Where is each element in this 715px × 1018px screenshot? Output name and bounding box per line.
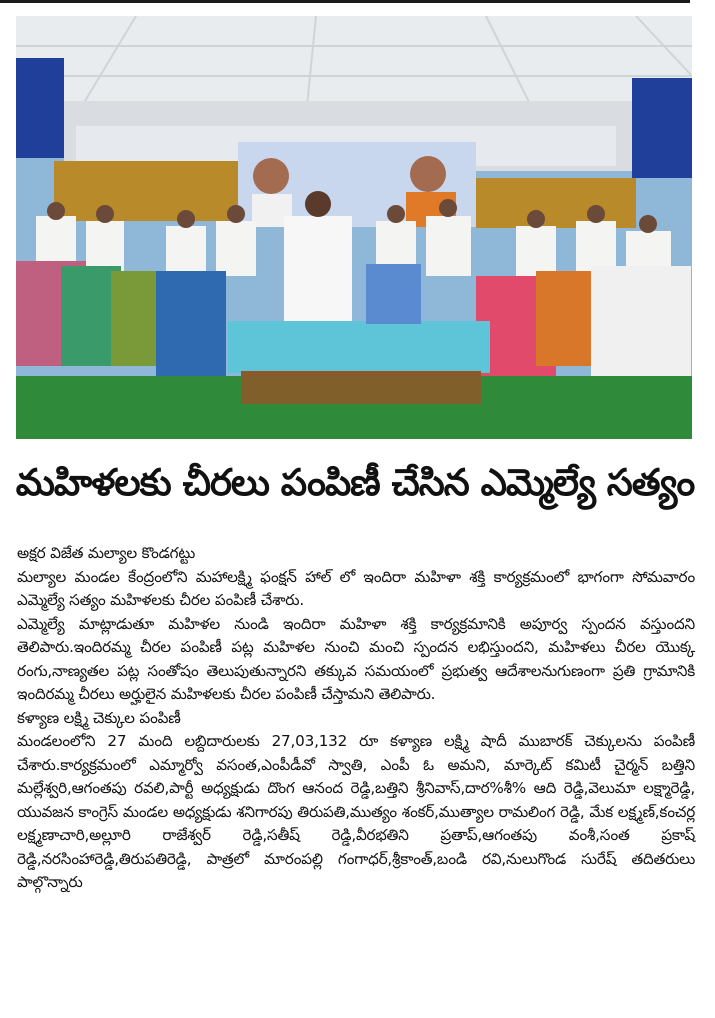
top-rule bbox=[0, 0, 690, 3]
paragraph-3: మండలంలోని 27 మంది లబ్దిదారులకు 27,03,132 రూ కళ్యాణ లక్ష్మి షాదీ ముబారక్ చెక్కులను పంపిణీ చేశారు.కార్యక్రమంలో ఎమ్మార్వో వసంత,ఎంపీడీవో స్వాతి, ఎంపీ ఓ అమని, మార్కెట్ కమిటీ చైర్మన్ బత్తిని మల్లేశ్వరి,ఆగంతపు రవలి,పార్టీ అధ్యక్షుడు దొంగ ఆనంద రెడ్డి,బత్తిని శ్రీనివాస్,దార%శీ% ఆది రెడ్డి,వెలుమా లక్ష్మారెడ్డి, యువజన కాంగ్రెస్ మండల అధ్యక్షుడు శనిగారపు తిరుపతి,ముత్యం శంకర్,ముత్యాల రామలింగ రెడ్డి, మేక లక్ష్మణ్,కంచర్ల లక్ష్మణాచారి,అల్లూరి రాజేశ్వర్ రెడ్డి,సతీష్ రెడ్డి,వీరభతిని ప్రతాప్,ఆగంతపు వంశీ,సంత ప్రకాష్ రెడ్డి,నరసింహారెడ్డి,తిరుపతిరెడ్డి, పాత్రలో మారంపల్లి గంగాధర్,శ్రీకాంత్,బండి రవి,నులుగొండ సురేష్ తదితరులు పాల్గొన్నారు bbox=[17, 732, 695, 891]
event-photo-illustration bbox=[16, 16, 692, 439]
headline: మహిళలకు చీరలు పంపిణీ చేసిన ఎమ్మెల్యే సత్యం bbox=[15, 461, 695, 504]
article-body bbox=[17, 542, 695, 895]
paragraph-1: మల్యాల మండల కేంద్రంలోని మహాలక్ష్మి ఫంక్షన్ హాల్ లో ఇందిరా మహిళా శక్తి కార్యక్రమంలో భాగంగా సోమవారం ఎమ్మెల్యే సత్యం మహిళలకు చీరల పంపిణీ చేశారు. bbox=[17, 567, 695, 609]
paragraph-2: ఎమ్మెల్యే మాట్లాడుతూ మహిళల నుండి ఇందిరా మహిళా శక్తి కార్యక్రమానికి అపూర్వ స్పందన వస్తుందని తెలిపారు.ఇందిరమ్మ చీరల పంపిణీ పట్ల మహిళల నుంచి మంచి స్పందన లభిస్తుందని, మహిళలు చీరల యొక్క రంగు,నాణ్యతల పట్ల సంతోషం తెలుపుతున్నారని తక్కువ సమయంలో ప్రభుత్వ ఆదేశాలనుగుణంగా ప్రతి గ్రామానికి ఇందిరమ్మ చీరలు అర్హులైన మహిళలకు చీరల పంపిణీ చేస్తామని తెలిపారు. bbox=[17, 614, 695, 703]
byline: అక్షర విజేత మల్యాల కొండగట్టు bbox=[17, 544, 196, 562]
subheading: కళ్యాణ లక్ష్మి చెక్కుల పంపిణీ bbox=[17, 708, 181, 727]
news-photo bbox=[16, 16, 692, 439]
